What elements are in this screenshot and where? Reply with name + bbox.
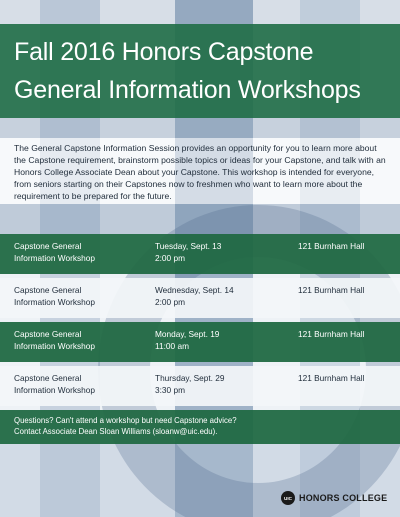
- workshop-location: 121 Burnham Hall: [298, 373, 365, 383]
- workshop-time: 2:00 pm: [155, 296, 185, 307]
- workshop-date: Monday, Sept. 19: [155, 329, 220, 339]
- workshop-time: 3:30 pm: [155, 384, 185, 395]
- workshop-when: [155, 373, 285, 396]
- workshop-date: Thursday, Sept. 29: [155, 373, 225, 383]
- workshop-date: Tuesday, Sept. 13: [155, 241, 222, 251]
- workshop-name-line-1: Capstone General: [14, 373, 82, 383]
- logo-name: HONORS COLLEGE: [299, 493, 388, 503]
- workshop-when: [155, 285, 285, 308]
- title-banner: [0, 24, 400, 118]
- workshop-name-line-2: Information Workshop: [14, 252, 96, 263]
- intro-paragraph: The General Capstone Information Session provides an opportunity for you to learn more about the Capstone requirement, brainstorm possible topics or ideas for your Capstone, and talk with an Honors College Associate Dean about your Capstone. This workshop is intended for everyone, from seniors starting on their Capstones now to freshmen who want to learn more about the requirement to be prepared for the future.: [14, 143, 386, 201]
- workshop-name-line-2: Information Workshop: [14, 340, 96, 351]
- workshop-location: 121 Burnham Hall: [298, 285, 365, 295]
- workshop-name: [14, 373, 139, 396]
- workshop-time: 2:00 pm: [155, 252, 185, 263]
- workshop-name: [14, 285, 139, 308]
- page-title-line-1: Fall 2016 Honors Capstone: [14, 38, 314, 66]
- workshop-date: Wednesday, Sept. 14: [155, 285, 234, 295]
- uic-circle-logo-icon: UIC: [281, 491, 295, 505]
- workshop-row: [0, 234, 400, 274]
- workshop-location: 121 Burnham Hall: [298, 241, 365, 251]
- workshop-row: [0, 366, 400, 406]
- workshop-row: [0, 322, 400, 362]
- honors-college-logo: [281, 491, 387, 505]
- workshop-time: 11:00 am: [155, 340, 189, 351]
- contact-question: Questions? Can't attend a workshop but need Capstone advice?: [14, 416, 237, 425]
- contact-banner: [0, 410, 400, 444]
- workshop-row: [0, 278, 400, 318]
- workshop-when: [155, 241, 285, 264]
- intro-section: [0, 138, 400, 204]
- workshop-name-line-2: Information Workshop: [14, 384, 96, 395]
- workshop-when: [155, 329, 285, 352]
- workshop-name: [14, 241, 139, 264]
- page-title-line-2: General Information Workshops: [14, 76, 361, 104]
- workshop-name-line-1: Capstone General: [14, 329, 82, 339]
- workshop-name-line-1: Capstone General: [14, 285, 82, 295]
- contact-text: [14, 416, 237, 437]
- workshop-name-line-2: Information Workshop: [14, 296, 96, 307]
- workshop-name: [14, 329, 139, 352]
- workshop-location: 121 Burnham Hall: [298, 329, 365, 339]
- workshop-name-line-1: Capstone General: [14, 241, 82, 251]
- contact-dean: Contact Associate Dean Sloan Williams (sloanw@uic.edu).: [14, 426, 218, 436]
